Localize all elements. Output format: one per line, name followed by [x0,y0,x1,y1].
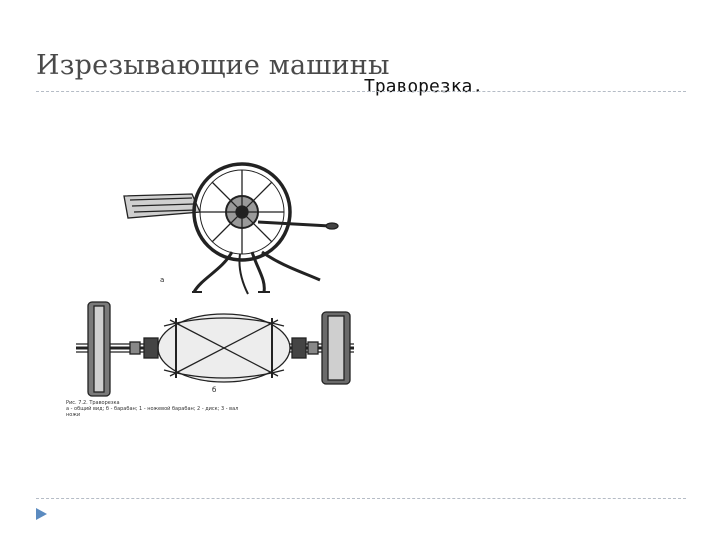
caption-line-3: ножи [66,412,81,418]
machine-illustration [52,160,362,422]
machine-general-view [124,164,338,294]
slide-title: Изрезывающие машины [36,50,390,81]
slide-subtitle: Траворезка. [364,76,484,97]
figure-caption [66,400,366,418]
figure-label-b: б [212,386,217,394]
drum-assembly-view [76,302,354,396]
triangle-right-icon[interactable] [34,507,48,521]
caption-line-1: Рис. 7.2. Траворезка [66,400,120,406]
bottom-divider [36,498,686,499]
figure-label-a: а [160,276,165,284]
caption-line-2: а - общий вид; б - барабан; 1 - ножевой барабан; 2 - диск; 3 - вал [66,406,239,412]
top-divider [36,91,686,92]
